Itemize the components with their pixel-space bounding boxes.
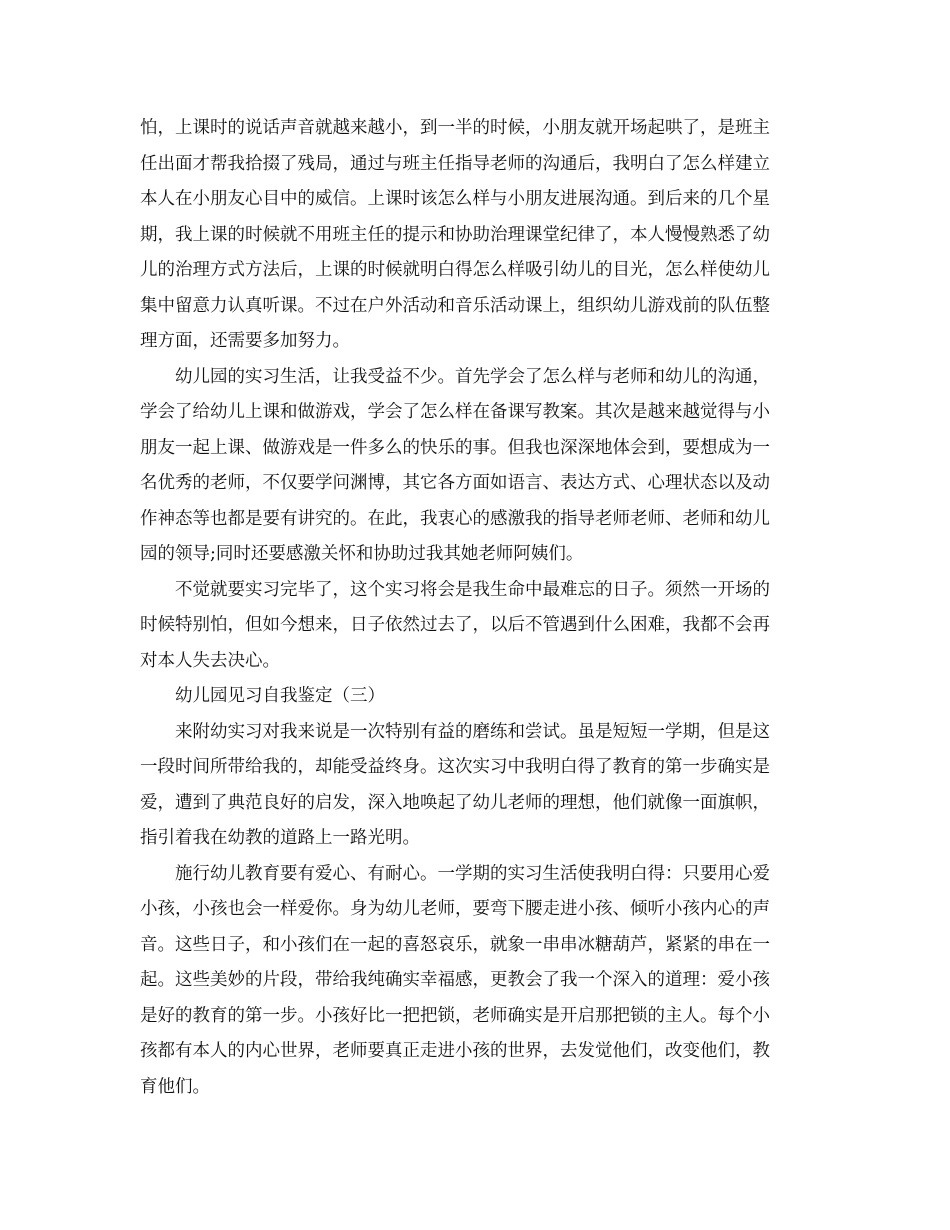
text-line: 幼儿园的实习生活，让我受益不少。首先学会了怎么样与老师和幼儿的沟通， [175, 366, 770, 387]
text-line: 作神态等也都是要有讲究的。在此，我衷心的感激我的指导老师老师、老师和幼儿 [140, 508, 770, 529]
text-line: 集中留意力认真听课。不过在户外活动和音乐活动课上，组织幼儿游戏前的队伍整 [140, 295, 770, 316]
text-line: 音。这些日子，和小孩们在一起的喜怒哀乐，就象一串串冰糖葫芦，紧紧的串在一 [140, 934, 770, 955]
text-line: 名优秀的老师，不仅要学问渊博，其它各方面如语言、表达方式、心理状态以及动 [140, 473, 770, 493]
text-line: 小孩，小孩也会一样爱你。身为幼儿老师，要弯下腰走进小孩、倾听小孩内心的声 [140, 899, 770, 919]
text-line: 怕，上课时的说话声音就越来越小，到一半的时候，小朋友就开场起哄了，是班主 [140, 118, 770, 138]
text-line: 施行幼儿教育要有爱心、有耐心。一学期的实习生活使我明白得：只要用心爱 [175, 863, 770, 884]
text-line: 学会了给幼儿上课和做游戏，学会了怎么样在备课写教案。其次是越来越觉得与小 [140, 402, 770, 422]
text-line: 爱，遭到了典范良好的启发，深入地唤起了幼儿老师的理想，他们就像一面旗帜， [140, 792, 770, 813]
text-line: 育他们。 [140, 1076, 210, 1097]
text-line: 期，我上课的时候就不用班主任的提示和协助治理课堂纪律了，本人慢慢熟悉了幼 [140, 224, 770, 245]
text-line: 孩都有本人的内心世界，老师要真正走进小孩的世界，去发觉他们，改变他们，教 [140, 1041, 770, 1061]
document-body [140, 111, 812, 1105]
text-line: 来附幼实习对我来说是一次特别有益的磨练和尝试。虽是短短一学期，但是这 [175, 721, 770, 742]
text-line: 是好的教育的第一步。小孩好比一把把锁，老师确实是开启那把锁的主人。每个小 [140, 1005, 770, 1026]
text-line: 时候特别怕，但如今想来，日子依然过去了，以后不管遇到什么困难，我都不会再 [140, 615, 770, 635]
text-line: 园的领导;同时还要感激关怀和协助过我其她老师阿姨们。 [140, 544, 584, 564]
text-line: 一段时间所带给我的，却能受益终身。这次实习中我明白得了教育的第一步确实是 [140, 757, 770, 777]
text-line: 指引着我在幼教的道路上一路光明。 [140, 828, 420, 848]
text-line: 本人在小朋友心目中的威信。上课时该怎么样与小朋友进展沟通。到后来的几个星 [140, 189, 770, 209]
text-line: 任出面才帮我拾掇了残局，通过与班主任指导老师的沟通后，我明白了怎么样建立 [140, 153, 770, 174]
text-line: 不觉就要实习完毕了，这个实习将会是我生命中最难忘的日子。须然一开场的 [175, 579, 770, 600]
text-line: 对本人失去决心。 [140, 650, 280, 671]
text-line: 起。这些美妙的片段，带给我纯确实幸福感，更教会了我一个深入的道理：爱小孩 [140, 970, 770, 990]
text-line: 幼儿园见习自我鉴定（三） [175, 686, 385, 706]
text-line: 儿的治理方式方法后，上课的时候就明白得怎么样吸引幼儿的目光，怎么样使幼儿 [140, 260, 770, 280]
text-line: 朋友一起上课、做游戏是一件多么的快乐的事。但我也深深地体会到，要想成为一 [140, 437, 770, 458]
text-line: 理方面，还需要多加努力。 [140, 331, 350, 351]
